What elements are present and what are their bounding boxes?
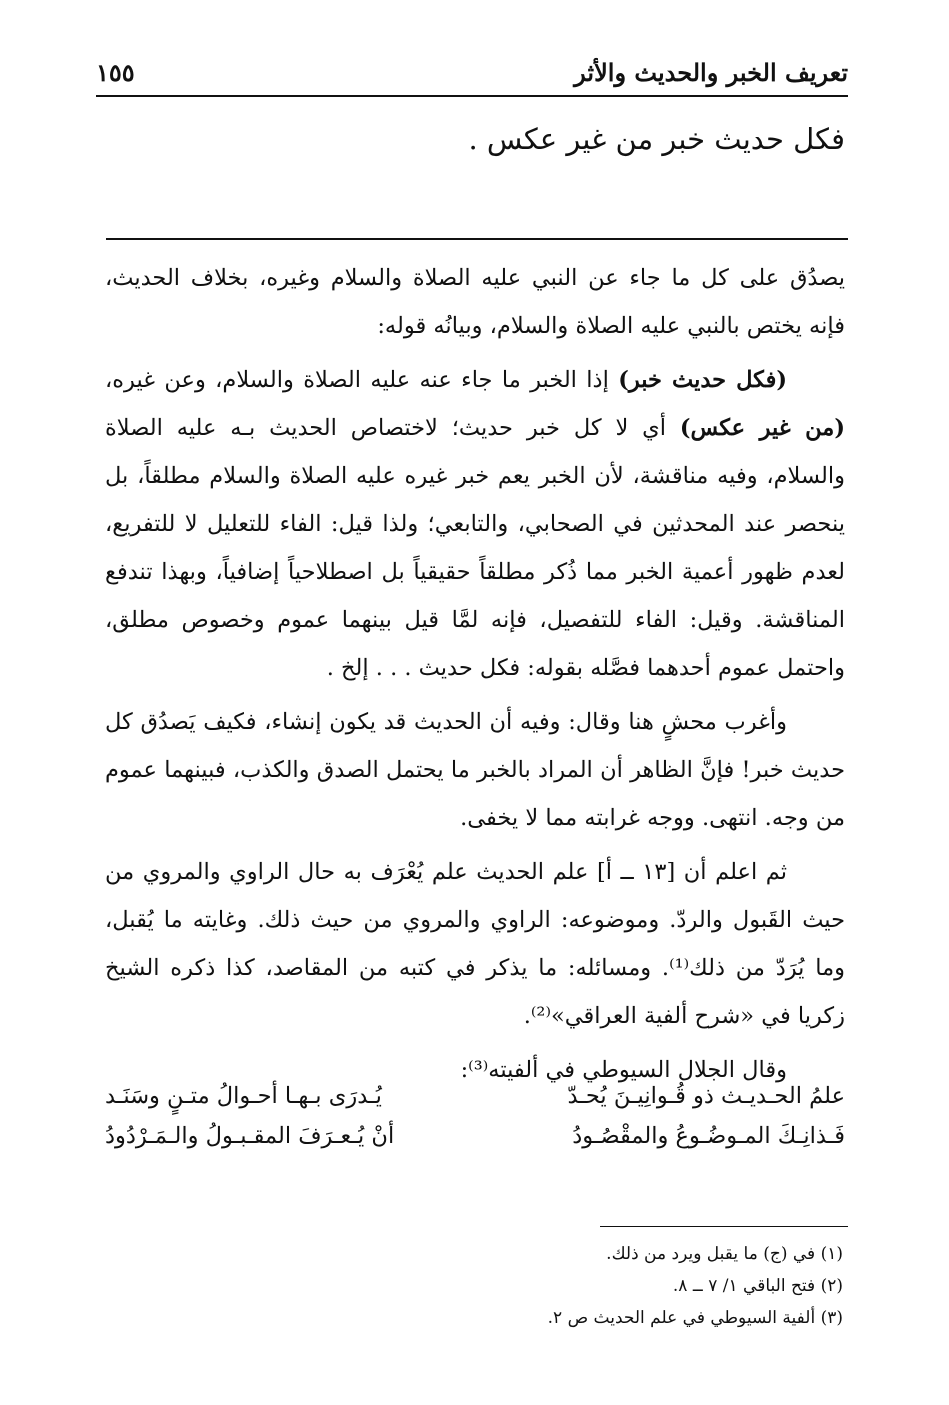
poem-verses — [105, 1076, 845, 1156]
lemma: (من غير عكس) — [679, 415, 845, 441]
verse-second-hemistich: أنْ يُـعـرَفَ المقـبـولُ والـمَـرْدُودُ — [105, 1123, 395, 1149]
lemma: (فكل حديث خبر) — [618, 367, 787, 393]
page-number: ١٥٥ — [96, 58, 135, 87]
footnotes — [103, 1238, 843, 1334]
paragraph-commentary — [105, 356, 845, 692]
page-header — [96, 58, 848, 98]
footnote-rule — [600, 1226, 848, 1227]
paragraph: وأغرب محشٍ هنا وقال: وفيه أن الحديث قد يكون إنشاء، فكيف يَصدُق كل حديث خبر! فإنَّ الظاهر أن المراد بالخبر ما يحتمل الصدق والكذب، فبينهما عموم من وجه. انتهى. ووجه غرابته مما لا يخفى. — [105, 709, 845, 831]
paragraph: يصدُق على كل ما جاء عن النبي عليه الصلاة والسلام وغيره، بخلاف الحديث، فإنه يختص بالنبي عليه الصلاة والسلام، وبيانُه قوله: — [105, 265, 845, 339]
matn-separator-rule — [106, 238, 848, 240]
header-rule — [96, 95, 848, 97]
footnote: (١) في (ج) ما يقبل ويرد من ذلك. — [606, 1244, 843, 1264]
matn-text: فكل حديث خبر من غير عكس . — [468, 122, 845, 156]
verse-first-hemistich: فَـذانِـكَ المـوضُـوعُ والمقْصُـودُ — [572, 1123, 845, 1149]
footnote: (٢) فتح الباقي ١/ ٧ ــ ٨. — [672, 1276, 843, 1296]
footnote: (٣) ألفية السيوطي في علم الحديث ص ٢. — [547, 1308, 843, 1328]
commentary-text: أي لا كل خبر حديث؛ لاختصاص الحديث بـه عليه الصلاة والسلام، وفيه مناقشة، لأن الخبر يعم خبر غيره عليه الصلاة والسلام مطلقاً، بل ينحصر عند المحدثين في الصحابي، والتابعي؛ ولذا قيل: الفاء للتعليل لا للتفريع، لعدم ظهور أعمية الخبر مما ذُكر مطلقاً حقيقياً بل اصطلاحياً إضافياً، — [105, 415, 845, 585]
commentary-text: وبهذا تندفع المناقشة. وقيل: الفاء للتفصيل، فإنه لمَّا قيل بينهما عموم وخصوص مطلق، واحتمل عموم أحدهما فصَّله بقوله: فكل حديث . . . إلخ . — [105, 559, 845, 681]
verse-row — [105, 1116, 845, 1156]
commentary-text: إذا الخبر ما جاء عنه عليه الصلاة والسلام، وعن غيره، — [105, 367, 619, 393]
verse-row — [105, 1076, 845, 1116]
verse-second-hemistich: يُـدرَى بـهـا أحـوالُ متـنٍ وسَنَـد — [105, 1083, 382, 1109]
running-title: تعريف الخبر والحديث والأثر — [574, 58, 848, 87]
paragraph: ثم اعلم أن [١٣ ــ أ] علم الحديث علم يُعْرَف به حال الراوي والمروي من حيث القَبول والردّ. وموضوعه: الراوي والمروي من حيث ذلك. وغايته ما يُقبل، وما يُرَدّ من ذلك⁽¹⁾. ومسائله: ما يذكر في كتبه من المقاصد، كذا ذكره الشيخ زكريا في «شرح ألفية العراقي»⁽²⁾. — [105, 859, 846, 1029]
paragraph: وقال الجلال السيوطي في ألفيته⁽³⁾: — [460, 1057, 787, 1083]
verse-first-hemistich: علمُ الحـديـث ذو قُـوانِيـنَ يُحـدّ — [567, 1083, 845, 1109]
commentary-body — [105, 254, 845, 1100]
